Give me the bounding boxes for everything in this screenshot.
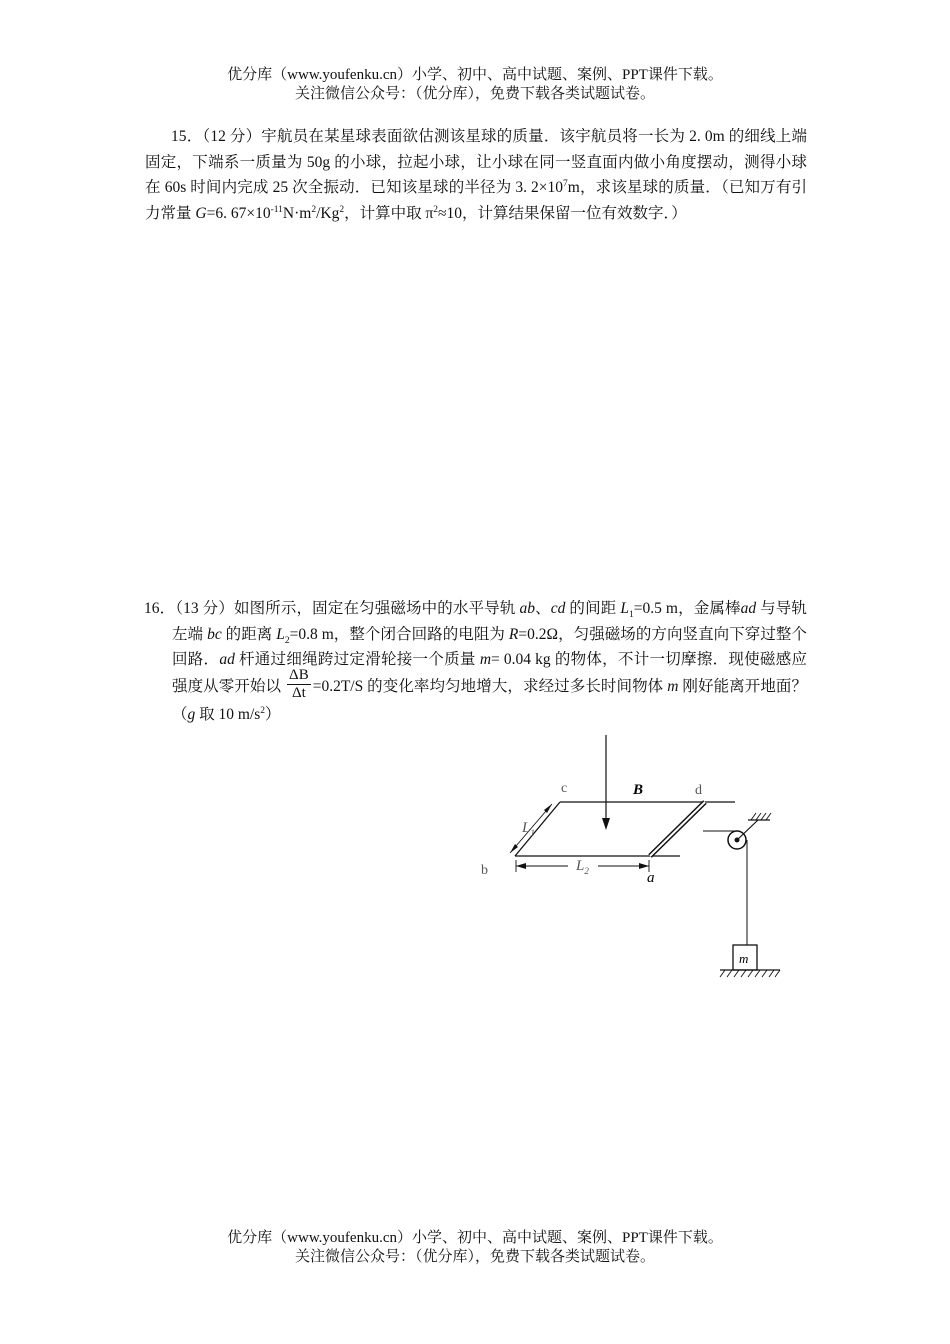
header-line-2: 关注微信公众号：（优分库），免费下载各类试题试卷。 <box>294 86 655 102</box>
header-line-1: 优分库（www.youfenku.cn）小学、初中、高中试题、案例、PPT课件下载。 <box>227 67 723 83</box>
circuit-figure <box>470 730 790 990</box>
label-m: m <box>739 951 749 966</box>
footer-line-1: 优分库（www.youfenku.cn）小学、初中、高中试题、案例、PPT课件下载。 <box>227 1230 723 1246</box>
rate-fraction: $\frac{\Delta B}{\Delta t}$ <box>289 666 309 701</box>
label-B: B <box>633 782 644 798</box>
page-header <box>0 66 950 104</box>
label-L2: $L_2$ <box>576 858 589 876</box>
footer-line-2: 关注微信公众号：（优分库），免费下载各类试题试卷。 <box>294 1249 655 1265</box>
label-a: a <box>647 870 655 886</box>
label-L1: $L_1$ <box>522 820 535 838</box>
page-footer <box>0 1229 950 1267</box>
label-d: d <box>695 783 702 798</box>
label-c: c <box>561 781 568 796</box>
question-16: 16．（13 分）如图所示，固定在匀强磁场中的水平导轨 ab、cd 的间距 $L_1=0.5$ m，金属棒ad 与导轨左端 bc 的距离 $L_2=0.8$ m，整个闭合回路的电阻为 R=0.2Ω，匀强磁场的方向竖直向下穿过整个回路．ad 杆通过细绳跨过定滑轮接一个质量 m= 0.04 kg 的物体，不计一切摩擦．现使磁感应强度从零开始以 $\frac{\Delta B}{\Delta t}$ =0.2T/S 的变化率均匀地增大，求经过多长时间物体 m 刚好能离开地面？（g 取 10 $m/s^2$） <box>144 600 807 723</box>
label-b: b <box>481 863 488 878</box>
question-15: 15．（12 分）宇航员在某星球表面欲估测该星球的质量．该宇航员将一长为 2. 0m 的细线上端固定，下端系一质量为 50g 的小球，拉起小球，让小球在同一竖直面内做小角度摆动，测得小球在 60s 时间内完成 25 次全振动．已知该星球的半径为 3. $2\times 10^7m$，求该星球的质量．（已知万有引力常量 G=6. $67\times 10^{-11}N\cdot m^2/Kg^2$，计算中取 $\pi^2\approx 10$，计算结果保留一位有效数字．） <box>145 128 807 222</box>
